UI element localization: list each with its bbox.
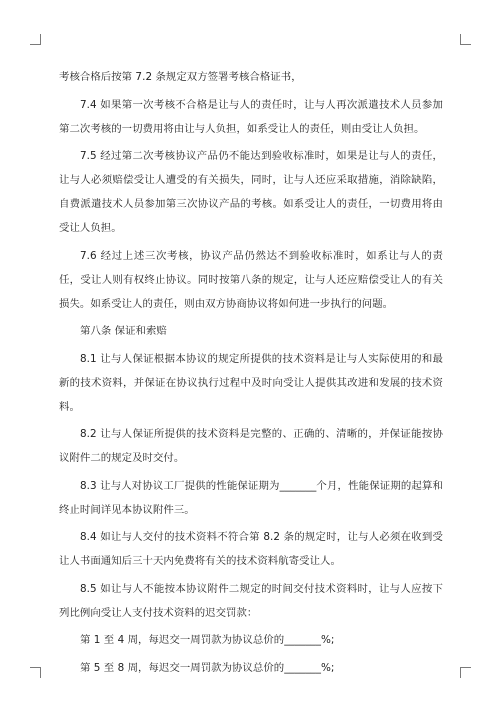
- paragraph-continuation: 考核合格后按第 7.2 条规定双方签署考核合格证书，: [59, 71, 302, 83]
- section-heading-article-8: 第八条 保证和索赔: [80, 325, 167, 337]
- crop-mark-top-right: [460, 34, 471, 45]
- paragraph-8-2: 8.2 让与人保证所提供的技术资料是完整的、正确的、清晰的，并保证能按协议附件二的规定及时交付。: [59, 428, 443, 464]
- paragraph-7-4: 7.4 如果第一次考核不合格是让与人的责任时，让与人再次派遣技术人员参加第二次考核的一切费用将由让与人负担，如系受让人的责任，则由受让人负担。: [59, 98, 443, 135]
- paragraph-8-1: 8.1 让与人保证根据本协议的规定所提供的技术资料是让与人实际使用的和最新的技术资料，并保证在协议执行过程中及时向受让人提供其改进和发展的技术资料。: [59, 352, 443, 413]
- crop-mark-top-left: [30, 34, 41, 45]
- paragraph-8-5: 8.5 如让与人不能按本协议附件二规定的时间交付技术资料时，让与人应按下列比例向受让人支付技术资料的迟交罚款：: [59, 582, 443, 619]
- penalty-line-weeks-1-4: 第 1 至 4 周，每迟交一周罚款为协议总价的_______%;: [80, 634, 335, 646]
- crop-mark-bottom-right: [460, 667, 471, 678]
- paragraph-7-5: 7.5 经过第二次考核协议产品仍不能达到验收标准时，如果是让与人的责任，让与人必须赔偿受让人遭受的有关损失，同时，让与人还应采取措施，消除缺陷，自费派遣技术人员参加第三次协议产品的考核。如系受让人的责任，一切费用将由受让人负担。: [59, 150, 443, 234]
- paragraph-7-6: 7.6 经过上述三次考核，协议产品仍然达不到验收标准时，如系让与人的责任，受让人则有权终止协议。同时按第八条的规定，让与人还应赔偿受让人的有关损失。如系受让人的责任，则由双方协商协议将如何进一步执行的问题。: [59, 249, 443, 310]
- paragraph-8-3: 8.3 让与人对协议工厂提供的性能保证期为_______个月，性能保证期的起算和终止时间详见本协议附件三。: [59, 479, 443, 516]
- penalty-line-weeks-5-8: 第 5 至 8 周，每迟交一周罚款为协议总价的_______%;: [80, 661, 335, 674]
- document-body: [59, 65, 443, 683]
- crop-mark-bottom-left: [30, 667, 41, 678]
- paragraph-8-4: 8.4 如让与人交付的技术资料不符合第 8.2 条的规定时，让与人必须在收到受让人书面通知后三十天内免费将有关的技术资料航寄受让人。: [59, 531, 443, 567]
